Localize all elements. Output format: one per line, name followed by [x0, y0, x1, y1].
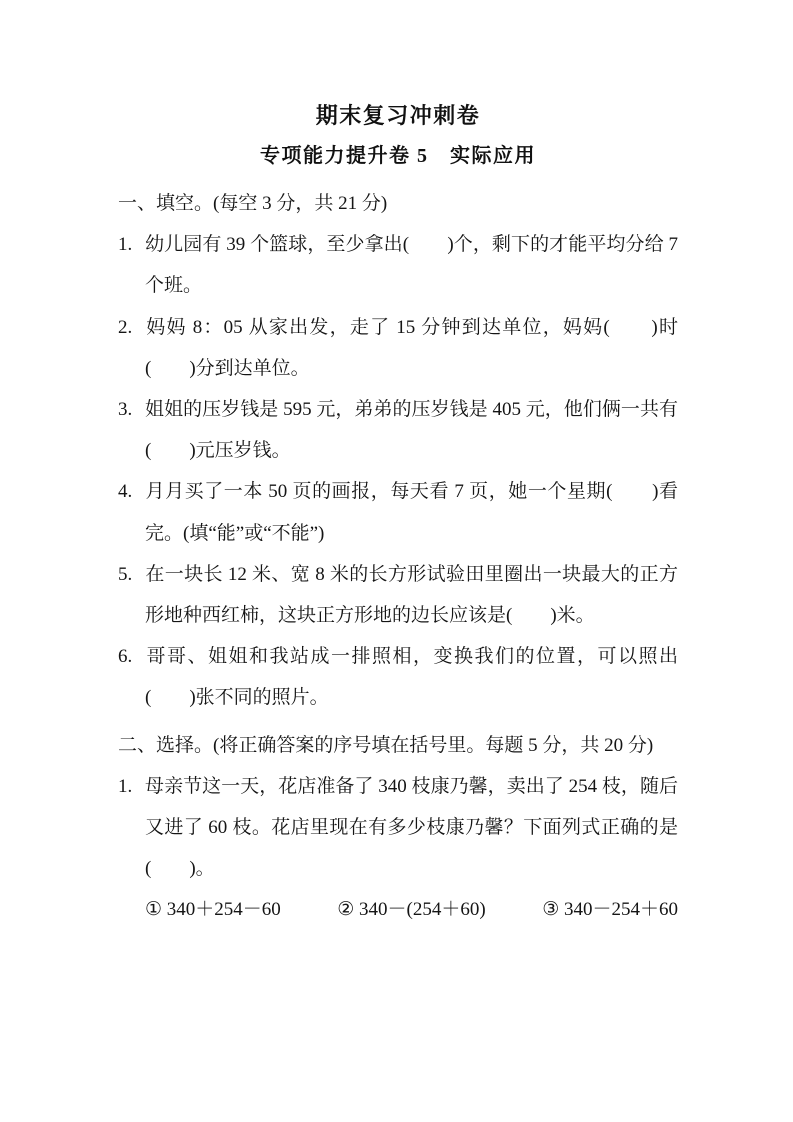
- section-multiple-choice: [118, 725, 678, 931]
- question-number: 3.: [118, 399, 133, 421]
- question-text: 幼儿园有 39 个篮球，至少拿出( )个，剩下的才能平均分给 7 个班。: [145, 234, 678, 297]
- question-item-6: [118, 636, 678, 718]
- question-text: 月月买了一本 50 页的画报，每天看 7 页，她一个星期( )看完。(填“能”或“不能”): [145, 481, 678, 544]
- question-item-2: [118, 307, 678, 389]
- page-title: 期末复习冲刺卷: [315, 103, 481, 128]
- question-number: 5.: [118, 563, 133, 585]
- question-number: 1.: [118, 775, 133, 797]
- question-text: 母亲节这一天，花店准备了 340 枝康乃馨，卖出了 254 枝，随后又进了 60 枝。花店里现在有多少枝康乃馨？下面列式正确的是( )。: [145, 775, 678, 880]
- question-text: 哥哥、姐姐和我站成一排照相，变换我们的位置，可以照出( )张不同的照片。: [145, 646, 678, 709]
- section-heading-fill-in-blanks: 一、填空。(每空 3 分，共 21 分): [118, 193, 388, 214]
- option-item-2: ② 340－(254＋60): [337, 899, 486, 921]
- question-number: 4.: [118, 481, 133, 503]
- section-heading-multiple-choice: 二、选择。(将正确答案的序号填在括号里。每题 5 分，共 20 分): [118, 734, 654, 756]
- question-item-3: [118, 389, 678, 471]
- question-number: 6.: [118, 646, 133, 668]
- options-row: [118, 889, 678, 930]
- section-fill-in-blanks: [118, 183, 678, 719]
- question-number: 1.: [118, 234, 133, 256]
- question-item-1: [118, 224, 678, 306]
- page-subtitle: 专项能力提升卷 5 实际应用: [260, 145, 536, 167]
- question-item-choice-1: [118, 766, 678, 890]
- question-item-4: [118, 471, 678, 553]
- question-text: 妈妈 8：05 从家出发，走了 15 分钟到达单位，妈妈( )时( )分到达单位。: [145, 316, 678, 379]
- question-number: 2.: [118, 316, 133, 338]
- option-item-1: ① 340＋254－60: [145, 899, 281, 921]
- question-text: 姐姐的压岁钱是 595 元，弟弟的压岁钱是 405 元，他们俩一共有( )元压岁钱。: [145, 399, 678, 462]
- question-item-5: [118, 554, 678, 636]
- question-text: 在一块长 12 米、宽 8 米的长方形试验田里圈出一块最大的正方形地种西红柿，这块正方形地的边长应该是( )米。: [145, 563, 678, 627]
- option-item-3: ③ 340－254＋60: [542, 899, 678, 921]
